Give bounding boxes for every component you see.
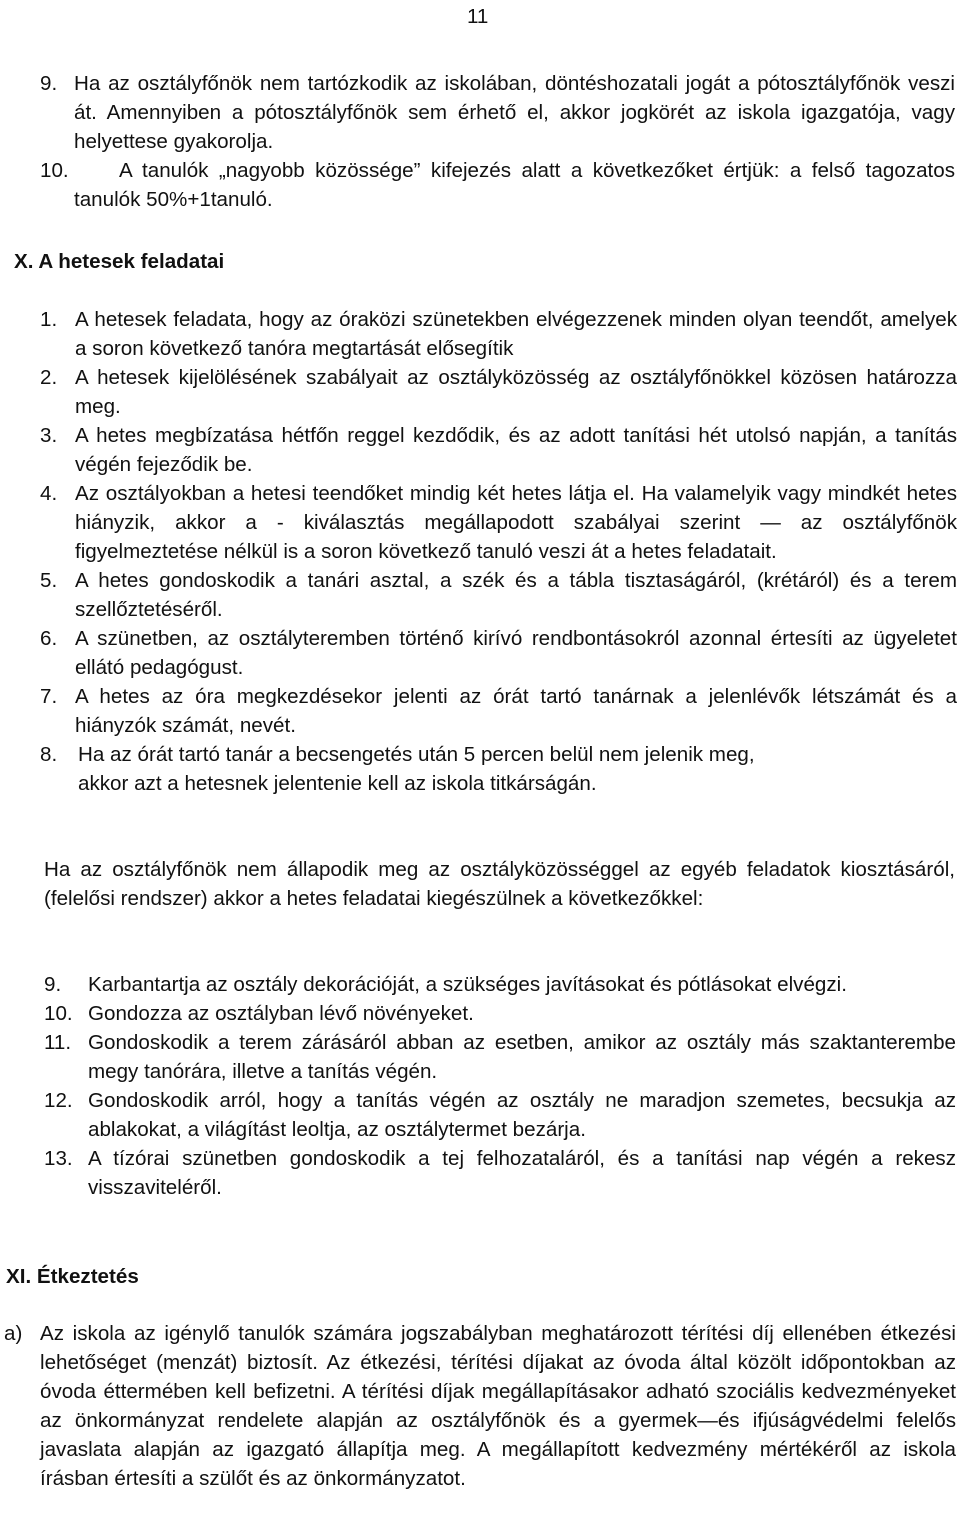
list-item [40,682,957,740]
page-number: 11 [467,5,489,28]
list-item-number: 9. [40,72,58,95]
list-item-text: A tízórai szünetben gondoskodik a tej felhozataláról, és a tanítási nap végén a rekesz visszaviteléről. [88,1147,956,1199]
list-item-number: 7. [40,685,58,708]
list-item [40,363,957,421]
list-item-number: 5. [40,569,58,592]
list-item [40,740,957,798]
list-item-label: a) [4,1322,23,1345]
list-item-text: Gondoskodik a terem zárásáról abban az esetben, amikor az osztály más szaktanterembe megy tanórára, illetve a tanítás végén. [88,1031,956,1083]
list-item [40,69,955,156]
list-item-number: 13. [44,1147,73,1170]
list-item-number: 11. [44,1031,72,1054]
list-item [40,156,955,214]
numbered-list-top [40,69,955,214]
list-item-number: 4. [40,482,58,505]
list-item [4,1319,956,1493]
list-item-number: 2. [40,366,58,389]
list-item [40,421,957,479]
hetes-duties-list [40,305,957,798]
list-item-text: Gondoskodik arról, hogy a tanítás végén az osztály ne maradjon szemetes, becsukja az ablakokat, a világítást leoltja, az osztálytermet bezárja. [88,1089,956,1141]
list-item [44,999,956,1028]
list-item-text: A tanulók „nagyobb közössége” kifejezés alatt a következőket értjük: a felső tagozatos tanulók 50%+1tanuló. [74,159,955,211]
list-item [40,305,957,363]
list-item [40,479,957,566]
list-item-number: 1. [40,308,58,331]
list-item-text: Gondozza az osztályban lévő növényeket. [88,1002,474,1025]
list-item [40,566,957,624]
list-item [44,1086,956,1144]
etkeztetes-paragraph [4,1319,956,1493]
list-item-number: 6. [40,627,58,650]
list-item-number: 9. [44,973,62,996]
numbered-list-extra [44,970,956,1202]
list-item-number: 8. [40,743,58,766]
list-item-text: A szünetben, az osztályteremben történő kirívó rendbontásokról azonnal értesíti az ügyeletet ellátó pedagógust. [75,627,957,679]
list-item-text: Az iskola az igénylő tanulók számára jogszabályban meghatározott térítési díj ellenében étkezési lehetőséget (menzát) biztosít. Az étkezési, térítési díjakat az óvoda által közölt időpontokban az óvoda éttermében kell befizetni. A térítési díjak megállapításakor adható szociális kedvezményeket az önkormányzat rendelete alapján az osztályfőnök és a gyermek—és ifjúságvédelmi felelős javaslata alapján az igazgató állapítja meg. A megállapított kedvezmény mértékéről az iskola írásban értesíti a szülőt és az önkormányzatot. [40,1322,956,1490]
list-item-number: 10. [44,1002,73,1025]
list-item-text-line: akkor azt a hetesnek jelentenie kell az iskola titkárságán. [78,772,597,795]
list-item-number: 3. [40,424,58,447]
list-item [44,1144,956,1202]
list-item-text: Az osztályokban a hetesi teendőket mindig két hetes látja el. Ha valamelyik vagy mindkét hetes hiányzik, akkor a - kiválasztás megállapodott szabályai szerint — az osztályfőnök figyelmeztetése nélkül is a soron következő tanuló veszi át a hetes feladatait. [75,482,957,563]
list-item-text: Karbantartja az osztály dekorációját, a szükséges javításokat és pótlásokat elvégzi. [88,973,847,996]
list-item [40,624,957,682]
list-item-number: 12. [44,1089,73,1112]
section-heading-xi: XI. Étkeztetés [6,1265,139,1288]
list-item-text: A hetesek feladata, hogy az óraközi szünetekben elvégezzenek minden olyan teendőt, amelyek a soron következő tanóra megtartását elősegítik [75,308,957,360]
list-item-text: A hetes megbízatása hétfőn reggel kezdődik, és az adott tanítási hét utolsó napján, a tanítás végén fejeződik be. [75,424,957,476]
list-item-number: 10. [40,159,69,182]
list-item [44,1028,956,1086]
list-item-text: A hetes gondoskodik a tanári asztal, a szék és a tábla tisztaságáról, (krétáról) és a terem szellőztetéséről. [75,569,957,621]
section-heading-x: X. A hetesek feladatai [14,250,225,273]
list-item-text: Ha az osztályfőnök nem tartózkodik az iskolában, döntéshozatali jogát a pótosztályfőnök veszi át. Amennyiben a pótosztályfőnök sem érhető el, akkor jogkörét az iskola igazgatója, vagy helyettese gyakorolja. [74,72,955,153]
list-item-text-line: Ha az órát tartó tanár a becsengetés után 5 percen belül nem jelenik meg, [78,743,755,766]
list-item [44,970,956,999]
list-item-text: A hetesek kijelölésének szabályait az osztályközösség az osztályfőnökkel közösen határozza meg. [75,366,957,418]
list-item-text: A hetes az óra megkezdésekor jelenti az órát tartó tanárnak a jelenlévők létszámát és a hiányzók számát, nevét. [75,685,957,737]
body-paragraph: Ha az osztályfőnök nem állapodik meg az osztályközösséggel az egyéb feladatok kiosztásáról, (felelősi rendszer) akkor a hetes feladatai kiegészülnek a következőkkel: [44,858,955,910]
